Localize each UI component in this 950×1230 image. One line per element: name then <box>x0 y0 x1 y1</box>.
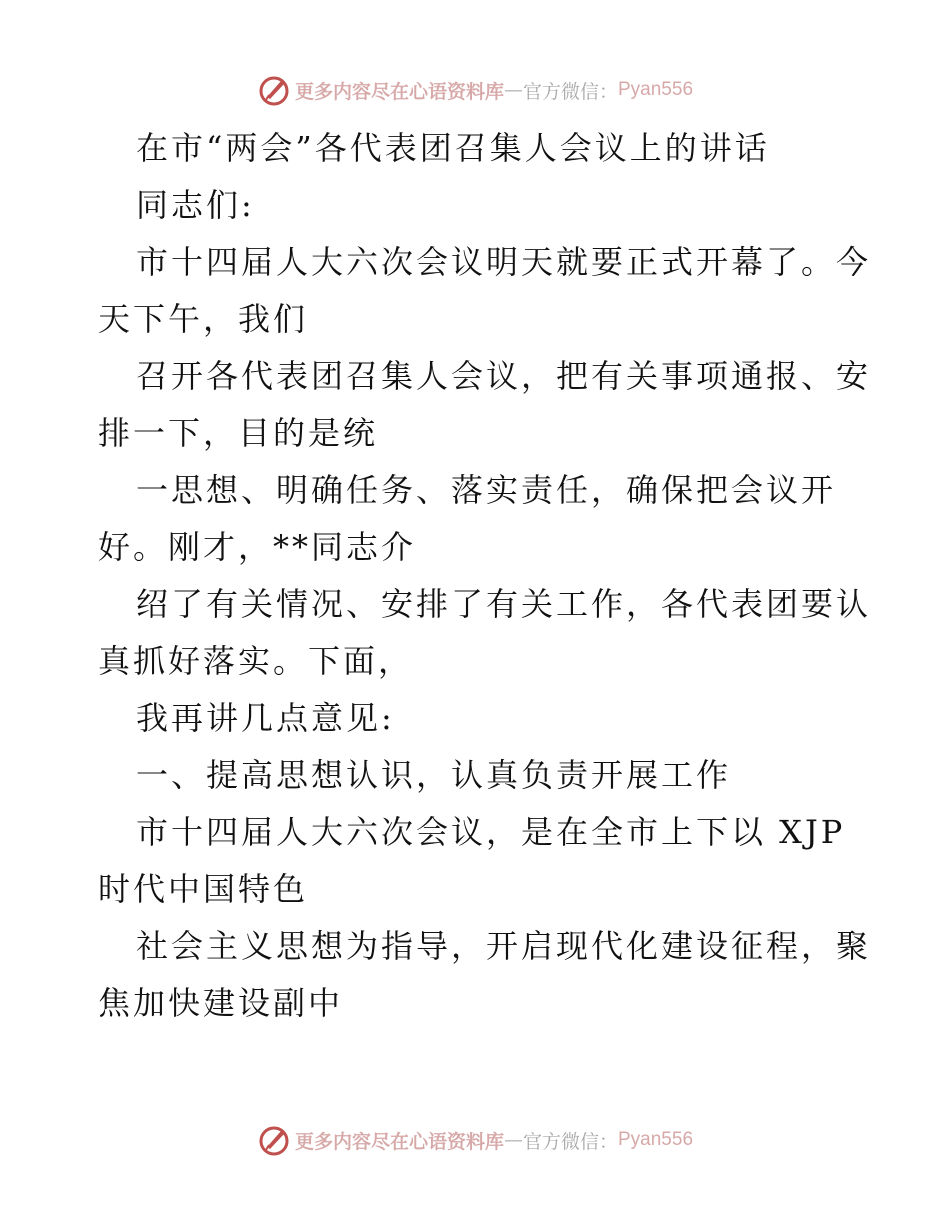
watermark-wechat-label: 官方微信： <box>522 1130 618 1153</box>
watermark-brand-text: 更多内容尽在心语资料库 <box>294 1130 504 1153</box>
header-watermark <box>0 70 950 110</box>
paragraph-line: 社会主义思想为指导，开启现代化建设征程，聚 <box>136 927 872 965</box>
watermark-brand-text: 更多内容尽在心语资料库 <box>294 80 504 103</box>
paragraph-line: 市十四届人大六次会议明天就要正式开幕了。今 <box>136 243 872 281</box>
paragraph-line: 时代中国特色 <box>98 870 309 908</box>
document-body <box>98 120 872 1032</box>
watermark-wechat-id: Pyan556 <box>618 1129 694 1150</box>
document-title: 在市“两会”各代表团召集人会议上的讲话 <box>136 129 770 167</box>
watermark-wechat-label: 官方微信： <box>522 80 618 103</box>
footer-watermark <box>0 1120 950 1160</box>
paragraph-line: 召开各代表团召集人会议，把有关事项通报、安 <box>136 357 872 395</box>
paragraph-line: 我再讲几点意见: <box>136 699 395 737</box>
paragraph-line: 真抓好落实。下面， <box>98 642 414 680</box>
salutation: 同志们: <box>136 186 255 224</box>
section-heading: 一、提高思想认识，认真负责开展工作 <box>136 756 732 794</box>
paragraph-line: 排一下，目的是统 <box>98 414 379 452</box>
paragraph-line: 天下午，我们 <box>98 300 309 338</box>
watermark-separator: — <box>503 79 523 101</box>
paragraph-line: 焦加快建设副中 <box>98 984 344 1022</box>
watermark-wechat-id: Pyan556 <box>618 79 694 100</box>
paragraph-line: 好。刚才，**同志介 <box>98 528 417 566</box>
quill-logo-icon <box>257 1123 291 1157</box>
watermark-separator: — <box>503 1129 523 1151</box>
quill-logo-icon <box>257 73 291 107</box>
paragraph-line: 一思想、明确任务、落实责任，确保把会议开 <box>136 471 837 509</box>
paragraph-line: 绍了有关情况、安排了有关工作，各代表团要认 <box>136 585 872 623</box>
paragraph-line: 市十四届人大六次会议，是在全市上下以 XJP <box>136 813 846 851</box>
